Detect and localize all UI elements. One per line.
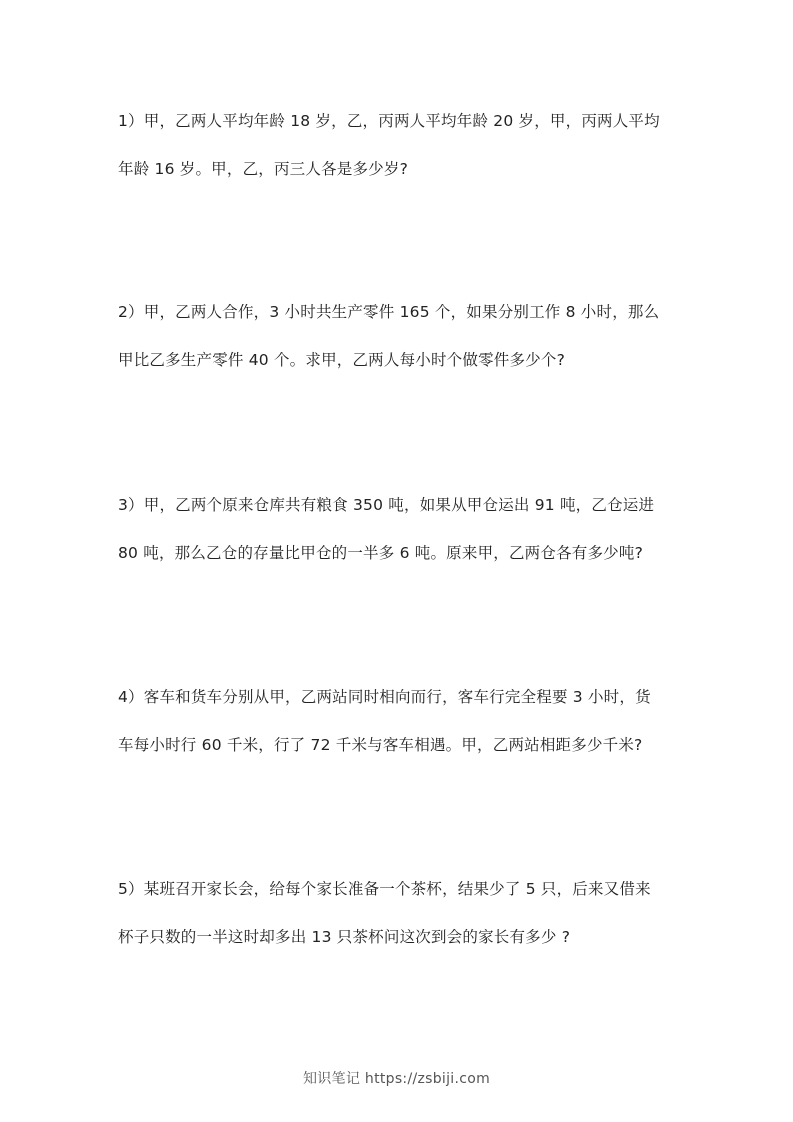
question-2 [118,288,678,384]
footer-watermark: 知识笔记 https://zsbiji.com [302,1071,491,1087]
question-3-line-2: 80 吨，那么乙仓的存量比甲仓的一半多 6 吨。原来甲，乙两仓各有多少吨? [118,544,643,562]
question-4-line-1: 4）客车和货车分别从甲，乙两站同时相向而行，客车行完全程要 3 小时，货 [118,688,651,706]
question-4-line-2: 车每小时行 60 千米，行了 72 千米与客车相遇。甲，乙两站相距多少千米? [118,736,643,754]
question-4 [118,673,678,769]
question-1-line-2: 年龄 16 岁。甲，乙，丙三人各是多少岁? [118,160,409,178]
question-1-line-1: 1）甲，乙两人平均年龄 18 岁，乙，丙两人平均年龄 20 岁，甲，丙两人平均 [118,112,660,130]
question-5 [118,865,678,961]
question-5-line-1: 5）某班召开家长会，给每个家长准备一个茶杯，结果少了 5 只，后来又借来 [118,880,651,898]
question-1 [118,97,678,193]
question-3-line-1: 3）甲，乙两个原来仓库共有粮食 350 吨，如果从甲仓运出 91 吨，乙仓运进 [118,496,655,514]
question-2-line-2: 甲比乙多生产零件 40 个。求甲，乙两人每小时个做零件多少个? [118,351,566,369]
question-5-line-2: 杯子只数的一半这时却多出 13 只茶杯问这次到会的家长有多少 ? [118,928,571,946]
question-3 [118,481,678,577]
question-2-line-1: 2）甲，乙两人合作，3 小时共生产零件 165 个，如果分别工作 8 小时，那么 [118,303,660,321]
